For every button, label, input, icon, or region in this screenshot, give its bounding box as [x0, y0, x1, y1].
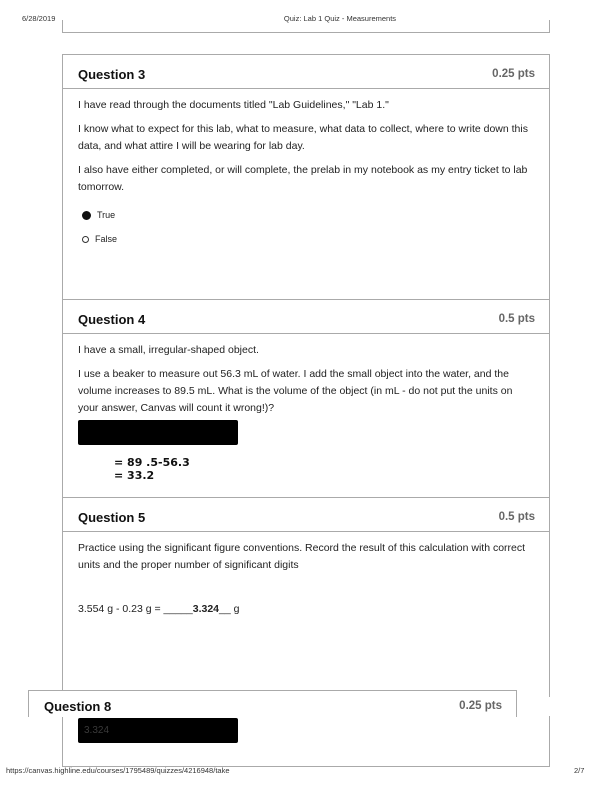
- question-text: I know what to expect for this lab, what to measure, what data to collect, where to write down this data, and what attire I will be wearing for lab day.: [78, 123, 528, 152]
- question-body: [63, 334, 549, 482]
- question-text: I use a beaker to measure out 56.3 mL of water. I add the small object into the water, and the volume increases to 89.5 mL. What is the volume of the object (in mL - do not put the units on your answer, Canvas will count it wrong!)?: [78, 368, 513, 414]
- option-false[interactable]: [82, 227, 534, 251]
- question-text: I have read through the documents titled "Lab Guidelines," "Lab 1.": [78, 99, 389, 111]
- radio-selected-icon[interactable]: [82, 211, 91, 220]
- question-header: [63, 498, 549, 532]
- question-3: [62, 54, 550, 300]
- question-points: 0.25 pts: [492, 68, 535, 80]
- question-text: I have a small, irregular-shaped object.: [78, 344, 259, 356]
- question-title: Question 4: [78, 312, 146, 327]
- question-header: [63, 300, 549, 334]
- question-header: [63, 55, 549, 89]
- page-number: 2/7: [574, 766, 585, 775]
- question-4: [62, 299, 550, 498]
- option-true[interactable]: [82, 203, 534, 227]
- answer-input[interactable]: [78, 420, 238, 445]
- option-label: False: [95, 233, 118, 244]
- question-points: 0.25 pts: [459, 700, 502, 712]
- question-body: [63, 532, 549, 618]
- work-line: = 89 .5-56.3: [114, 456, 190, 469]
- question-title: Question 8: [44, 699, 112, 714]
- question-8-body: [62, 716, 550, 767]
- question-8-header: [28, 690, 517, 717]
- question-title: Question 3: [78, 67, 146, 82]
- question-body: [63, 89, 549, 251]
- question-points: 0.5 pts: [498, 313, 535, 325]
- equation-answer: 3.324: [192, 603, 220, 615]
- equation: [78, 601, 534, 618]
- equation-prefix: 3.554 g - 0.23 g = _____: [78, 603, 193, 615]
- question-points: 0.5 pts: [498, 511, 535, 523]
- student-work: [114, 456, 534, 482]
- print-url: https://canvas.highline.edu/courses/1795489/quizzes/4216948/take: [6, 766, 230, 775]
- question-title: Question 5: [78, 510, 146, 525]
- question-text: I also have either completed, or will complete, the prelab in my notebook as my entry ticket to lab tomorrow.: [78, 164, 528, 193]
- question-text: Practice using the significant figure conventions. Record the result of this calculation with correct units and the proper number of significant digits: [78, 542, 526, 571]
- question-5: [62, 497, 550, 697]
- previous-question-bottom: [62, 20, 550, 33]
- radio-unselected-icon[interactable]: [82, 236, 89, 243]
- work-line: = 33.2: [114, 469, 155, 482]
- option-label: True: [97, 209, 116, 220]
- print-date: 6/28/2019: [22, 14, 56, 23]
- answer-input[interactable]: 3.324: [78, 718, 238, 743]
- print-title: Quiz: Lab 1 Quiz - Measurements: [283, 14, 397, 23]
- equation-suffix: __ g: [219, 603, 240, 615]
